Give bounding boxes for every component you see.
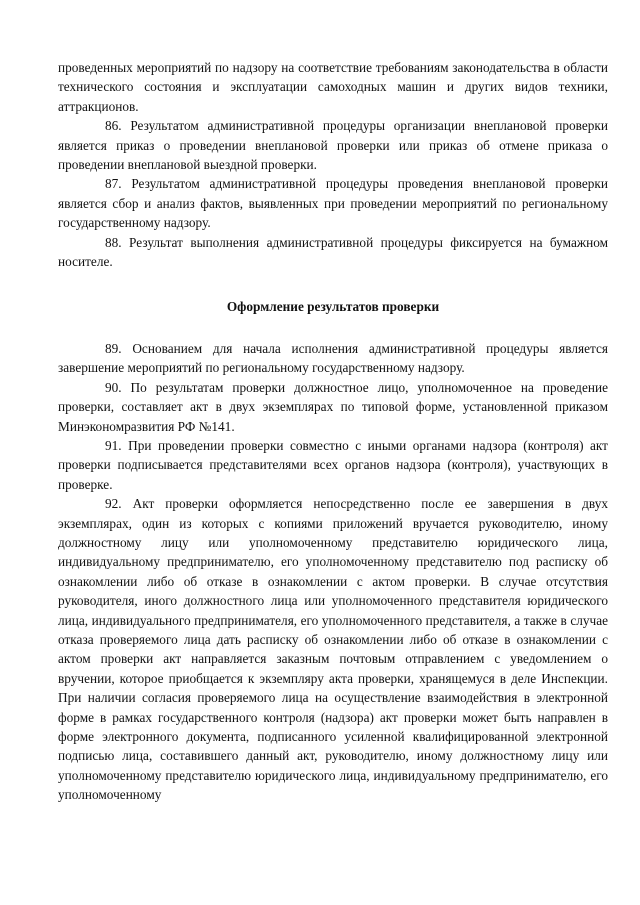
paragraph-continuation: проведенных мероприятий по надзору на соответствие требованиям законодательства в области технического состояния и эксплуатации самоходных машин и других видов техники, аттракционов. [58, 60, 608, 114]
paragraph-91: 91. При проведении проверки совместно с иными органами надзора (контроля) акт проверки подписывается представителями всех органов надзора (контроля), участвующих в проверке. [58, 437, 608, 492]
paragraph-87: 87. Результатом административной процедуры проведения внеплановой проверки является сбор и анализ фактов, выявленных при проведении мероприятий по региональному государственному надзору. [58, 176, 608, 231]
section-heading: Оформление результатов проверки [226, 299, 440, 315]
paragraph-89: 89. Основанием для начала исполнения административной процедуры является завершение мероприятий по региональному государственному надзору. [58, 340, 608, 376]
paragraphs-before [58, 58, 608, 271]
paragraph-86: 86. Результатом административной процедуры организации внеплановой проверки является приказ о проведении внеплановой проверки или приказ об отмене приказа о проведении внеплановой выездной проверки. [58, 118, 608, 173]
paragraph-92: 92. Акт проверки оформляется непосредственно после ее завершения в двух экземплярах, один из которых с копиями приложений вручается руководителю, иному должностному лицу или уполномоченному представителю юридического лица, индивидуальному предпринимателю, его уполномоченному представителю под расписку об ознакомлении либо об отказе в ознакомлении с актом проверки. В случае отсутствия руководителя, иного должностного лица или уполномоченного представителя юридического лица, индивидуального предпринимателя, его уполномоченного представителя, а также в случае отказа проверяемого лица дать расписку об ознакомлении либо об отказе в ознакомлении с актом проверки акт направляется заказным почтовым отправлением с уведомлением о вручении, которое приобщается к экземпляру акта проверки, хранящемуся в деле Инспекции. При наличии согласия проверяемого лица на осуществление взаимодействия в электронной форме в рамках государственного контроля (надзора) акт проверки может быть направлен в форме электронного документа, подписанного усиленной квалифицированной электронной подписью лица, составившего данный акт, руководителю, иному должностному лицу или уполномоченному представителю юридического лица, индивидуальному предпринимателю, его уполномоченному [58, 496, 608, 803]
paragraph-88: 88. Результат выполнения административной процедуры фиксируется на бумажном носителе. [58, 234, 608, 270]
paragraph-90: 90. По результатам проверки должностное лицо, уполномоченное на проведение проверки, составляет акт в двух экземплярах по типовой форме, установленной приказом Минэкономразвития РФ №141. [58, 379, 608, 434]
paragraphs-after [58, 339, 608, 805]
document-page [58, 58, 608, 805]
